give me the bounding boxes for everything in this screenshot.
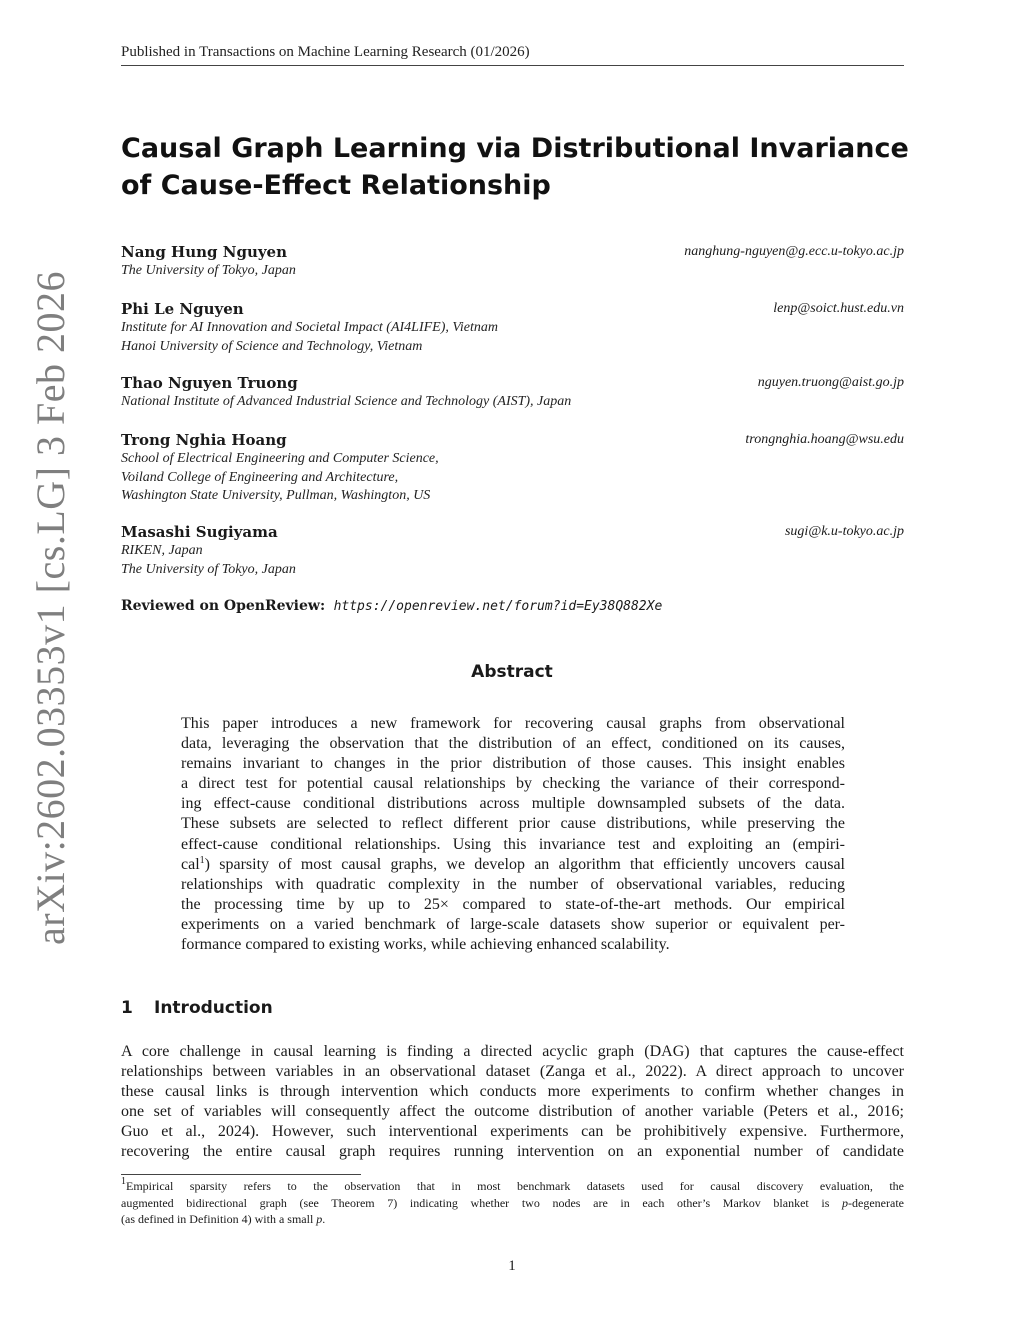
section-title: Introduction: [154, 998, 273, 1018]
author-email: nanghung-nguyen@g.ecc.u-tokyo.ac.jp: [684, 244, 904, 259]
review-label: Reviewed on OpenReview:: [121, 598, 326, 614]
author-email: trongnghia.hoang@wsu.edu: [745, 432, 904, 447]
body-line: these causal links is through intervention which conducts more experiments to confirm whether changes in: [121, 1083, 904, 1101]
abstract-heading: Abstract: [471, 662, 553, 682]
author-name: Masashi Sugiyama: [121, 523, 278, 541]
author-name: Phi Le Nguyen: [121, 300, 244, 318]
author-block: [121, 431, 904, 506]
body-line: recovering the entire causal graph requires running intervention on an exponential number of candidate: [121, 1143, 904, 1161]
abstract-line: effect-cause conditional relationships. Using this invariance test and exploiting an (empiri-: [181, 835, 845, 853]
abstract-line: This paper introduces a new framework for recovering causal graphs from observational: [181, 715, 845, 732]
author-block: [121, 243, 904, 281]
section-number: 1: [121, 998, 133, 1018]
footnote-number: 1: [121, 1176, 126, 1187]
author-email: sugi@k.u-tokyo.ac.jp: [784, 524, 904, 539]
author-name: Thao Nguyen Truong: [121, 374, 298, 392]
title-line: Causal Graph Learning via Distributional Invariance: [121, 133, 909, 164]
author-affiliation: Washington State University, Pullman, Washington, US: [121, 488, 431, 503]
author-block: [121, 300, 904, 356]
openreview-link[interactable]: https://openreview.net/forum?id=Ey38Q882Xe: [333, 599, 663, 614]
arxiv-side-stamp: arXiv:2602.03353v1 [cs.LG] 3 Feb 2026: [28, 271, 73, 945]
author-affiliation: Institute for AI Innovation and Societal Impact (AI4LIFE), Vietnam: [121, 320, 499, 335]
footnote-math: p: [316, 1212, 323, 1226]
footnote-line: [121, 1211, 904, 1228]
abstract-line: the processing time by up to 25× compared to state-of-the-art methods. Our empirical: [181, 895, 845, 913]
abstract-line: data, leveraging the observation that the distribution of an effect, conditioned on its causes,: [181, 735, 845, 753]
abstract-line: ing effect-cause conditional distributions across multiple downsampled subsets of the data.: [181, 795, 845, 813]
footnote-text: -degenerate: [848, 1195, 904, 1210]
running-header: Published in Transactions on Machine Learning Research (01/2026): [121, 44, 530, 60]
author-name: Nang Hung Nguyen: [121, 243, 288, 261]
abstract-line: experiments on a varied benchmark of large-scale datasets show superior or equivalent per-: [181, 915, 845, 933]
abstract-text: [181, 714, 845, 955]
author-affiliation: The University of Tokyo, Japan: [121, 263, 296, 278]
body-line: A core challenge in causal learning is finding a directed acyclic graph (DAG) that captures the cause-effect: [121, 1043, 904, 1060]
footnote-line: [121, 1195, 904, 1212]
author-affiliation: Voiland College of Engineering and Architecture,: [121, 469, 399, 485]
abstract-line: relationships with quadratic complexity in the number of observational variables, reducing: [181, 875, 845, 893]
author-affiliation: RIKEN, Japan: [121, 543, 203, 558]
body-line: relationships between variables in an observational dataset (Zanga et al., 2022). A direct approach to uncover: [121, 1063, 904, 1081]
title-line: of Cause-Effect Relationship: [121, 170, 551, 201]
review-line: [121, 598, 662, 614]
author-affiliation: The University of Tokyo, Japan: [121, 561, 296, 577]
footnote-rule: [121, 1174, 361, 1175]
author-affiliation: Hanoi University of Science and Technology, Vietnam: [121, 338, 423, 354]
paper-title: [121, 130, 909, 204]
footnote-text: augmented bidirectional graph (see Theorem 7) indicating whether two nodes are in each other’s Markov blanket is: [121, 1195, 843, 1210]
footnote-text: Empirical sparsity refers to the observation that in most benchmark datasets used for causal discovery evaluation, the: [126, 1179, 904, 1193]
footnote-math: p: [842, 1195, 849, 1210]
abstract-line: a direct test for potential causal relationships by checking the variance of their correspond-: [181, 775, 845, 793]
footnote-line: [121, 1178, 904, 1195]
abstract-line: remains invariant to changes in the prior distribution of those causes. This insight enables: [181, 755, 845, 773]
footnote-text: (as defined in Definition 4) with a small: [121, 1212, 317, 1226]
author-block: [121, 374, 904, 412]
section-heading-introduction: [121, 998, 273, 1018]
author-affiliation: National Institute of Advanced Industrial Science and Technology (AIST), Japan: [121, 394, 572, 409]
page-number: 1: [508, 1258, 516, 1274]
abstract-line-head: cal: [181, 855, 200, 873]
footnote-text: .: [322, 1212, 326, 1226]
footnote: [121, 1178, 904, 1228]
author-affiliation: School of Electrical Engineering and Computer Science,: [121, 451, 439, 466]
body-line: one set of variables will consequently affect the outcome distribution of another variable (Peters et al., 2016;: [121, 1103, 904, 1121]
abstract-line: formance compared to existing works, while achieving enhanced scalability.: [181, 936, 670, 954]
author-name: Trong Nghia Hoang: [121, 431, 287, 449]
author-email: nguyen.truong@aist.go.jp: [757, 375, 904, 390]
introduction-text: [121, 1042, 904, 1163]
header-rule: [121, 65, 904, 66]
author-block: [121, 523, 904, 579]
abstract-line: [181, 855, 845, 875]
abstract-line-tail: ) sparsity of most causal graphs, we develop an algorithm that efficiently uncovers causal: [204, 855, 845, 873]
body-line: Guo et al., 2024). However, such interventional experiments can be prohibitively expensive. Furthermore,: [121, 1123, 904, 1141]
footnote-marker[interactable]: 1: [199, 854, 205, 866]
abstract-line: These subsets are selected to reflect different prior cause distributions, while preserving the: [181, 815, 845, 833]
author-email: lenp@soict.hust.edu.vn: [773, 301, 904, 316]
